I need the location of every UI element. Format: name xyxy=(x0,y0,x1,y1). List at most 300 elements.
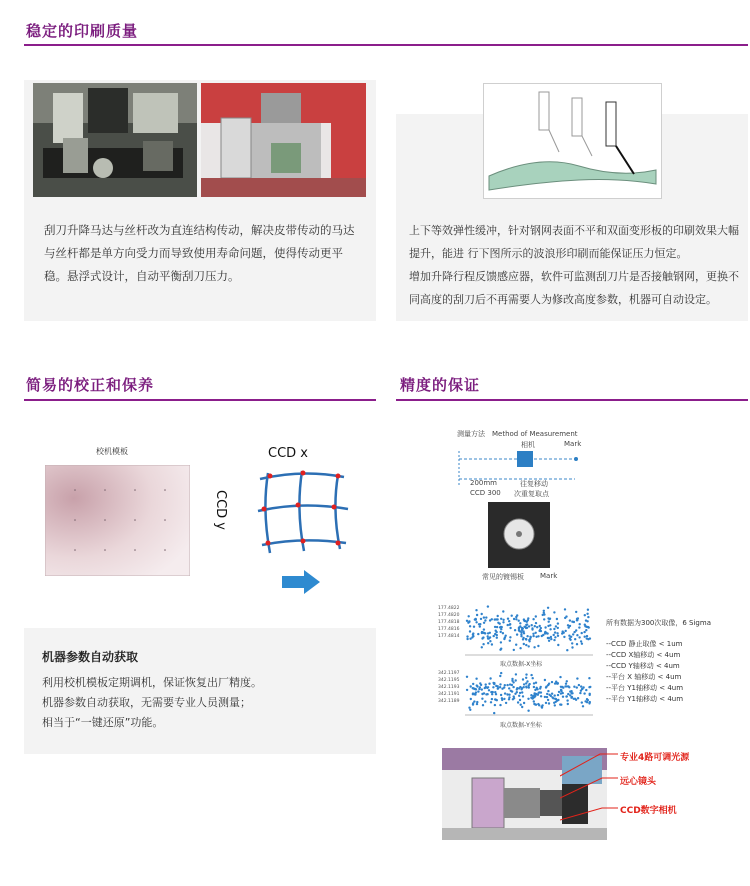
scatter-point xyxy=(484,687,486,689)
scatter-point xyxy=(565,683,567,685)
scatter-point xyxy=(484,619,486,621)
scatter-point xyxy=(548,618,550,620)
scatter-point xyxy=(588,686,590,688)
machine-photo xyxy=(33,83,197,197)
move-label: 往复移动 xyxy=(520,480,548,488)
scatter-point xyxy=(496,634,498,636)
scatter-point xyxy=(584,636,586,638)
scatter-point xyxy=(525,644,527,646)
scatter-point xyxy=(569,694,571,696)
scatter-point xyxy=(493,712,495,714)
scatter-point xyxy=(533,686,535,688)
scatter-point xyxy=(557,644,559,646)
scatter-point xyxy=(518,620,520,622)
scatter-point xyxy=(509,683,511,685)
scatter-point xyxy=(573,686,575,688)
scatter-point xyxy=(570,697,572,699)
scatter-point xyxy=(475,609,477,611)
scatter-point xyxy=(515,673,517,675)
scatter-point xyxy=(541,706,543,708)
tick: 177.4814 xyxy=(438,634,460,639)
scatter-point xyxy=(515,679,517,681)
scatter-point xyxy=(582,686,584,688)
scatter-point xyxy=(577,697,579,699)
method-label: 测量方法 Method of Measurement xyxy=(457,430,578,438)
scatter-point xyxy=(547,607,549,609)
scatter-point xyxy=(523,683,525,685)
ccd-grid-diagram xyxy=(252,465,362,565)
tick: 342.1197 xyxy=(438,671,460,676)
scatter-point xyxy=(552,697,554,699)
scatter-point xyxy=(553,634,555,636)
scatter-point xyxy=(525,638,527,640)
scatter-point xyxy=(587,609,589,611)
scatter-point xyxy=(481,613,483,615)
scatter-point xyxy=(471,636,473,638)
scatter-point xyxy=(531,697,533,699)
scatter-point xyxy=(544,679,546,681)
print-quality-right-text-2: 增加升降行程反馈感应器，软件可监测刮刀片是否接触钢网，更换不同高度的刮刀后不再需要人为修改高度参数，机器可自动设定。 xyxy=(409,270,739,306)
callout-telecentric-lens: 远心镜头 xyxy=(620,777,657,787)
scatter-point xyxy=(584,624,586,626)
scatter-point xyxy=(533,700,535,702)
stat-line: --CCD 静止取像 < 1um xyxy=(606,640,683,648)
scatter-point xyxy=(551,681,553,683)
scatter-point xyxy=(480,684,482,686)
scatter-point xyxy=(481,632,483,634)
scatter-point xyxy=(509,627,511,629)
scatter-point xyxy=(511,678,513,680)
scatter-point xyxy=(557,682,559,684)
scatter-point xyxy=(533,694,535,696)
scatter-point xyxy=(520,704,522,706)
scatter-point xyxy=(554,631,556,633)
scatter-point xyxy=(532,618,534,620)
scatter-point xyxy=(485,693,487,695)
scatter-point xyxy=(492,686,494,688)
scatter-point xyxy=(466,676,468,678)
scatter-point xyxy=(487,642,489,644)
scatter-point xyxy=(556,632,558,634)
scatter-point xyxy=(509,623,511,625)
scatter-point xyxy=(559,703,561,705)
scatter-point xyxy=(554,704,556,706)
scatter-point xyxy=(541,704,543,706)
scatter-point xyxy=(485,683,487,685)
scatter-point xyxy=(499,704,501,706)
scatter-point xyxy=(468,621,470,623)
scatter-point xyxy=(472,632,474,634)
scatter-point xyxy=(528,640,530,642)
scatter-point xyxy=(581,643,583,645)
scatter-point xyxy=(497,688,499,690)
scatter-point xyxy=(491,693,493,695)
scatter-point xyxy=(526,623,528,625)
scatter-point xyxy=(549,628,551,630)
scatter-point xyxy=(507,618,509,620)
scatter-point xyxy=(589,637,591,639)
board-label: 常见的镀锡板 xyxy=(482,573,524,581)
scatter-point xyxy=(519,686,521,688)
scatter-point xyxy=(473,626,475,628)
scatter-point xyxy=(489,640,491,642)
scatter-point xyxy=(482,704,484,706)
scatter-point xyxy=(537,645,539,647)
scatter-point xyxy=(519,699,521,701)
scatter-point xyxy=(557,622,559,624)
scatter-point xyxy=(564,608,566,610)
scatter-point xyxy=(526,621,528,623)
scatter-point xyxy=(475,688,477,690)
scatter-point xyxy=(481,646,483,648)
scatter-point xyxy=(566,649,568,651)
scatter-point xyxy=(528,625,530,627)
scatter-point xyxy=(508,687,510,689)
scatter-point xyxy=(490,691,492,693)
scatter-point xyxy=(548,640,550,642)
tick: 342.1195 xyxy=(438,678,460,683)
scatter-point xyxy=(584,700,586,702)
scatter-point xyxy=(586,620,588,622)
scatter-point xyxy=(466,689,468,691)
auto-params-line-1: 利用校机模板定期调机，保证恢复出厂精度。 xyxy=(42,676,262,689)
scatter-point xyxy=(582,705,584,707)
camera-label: 相机 xyxy=(521,441,535,449)
scatter-point xyxy=(505,702,507,704)
scatter-point xyxy=(586,635,588,637)
scatter-point xyxy=(518,628,520,630)
scatter-point xyxy=(491,618,493,620)
scatter-point xyxy=(472,683,474,685)
scatter-point xyxy=(500,694,502,696)
scatter-point xyxy=(571,621,573,623)
scatter-point xyxy=(475,678,477,680)
scatter-point xyxy=(523,618,525,620)
scatter-point xyxy=(528,686,530,688)
scatter-point xyxy=(496,699,498,701)
scatter-point xyxy=(494,618,496,620)
scatter-point xyxy=(497,615,499,617)
scatter-point xyxy=(557,635,559,637)
scatter-point xyxy=(519,630,521,632)
precision-stats xyxy=(606,618,711,705)
scatter-point xyxy=(519,692,521,694)
scatter-point xyxy=(469,709,471,711)
scatter-point xyxy=(538,704,540,706)
section-title-calibration: 简易的校正和保养 xyxy=(26,376,155,394)
scatter-point xyxy=(469,625,471,627)
scatter-point xyxy=(499,686,501,688)
scatter-point xyxy=(515,644,517,646)
scatter-point xyxy=(504,684,506,686)
x-coordinate-scatter xyxy=(437,603,597,658)
scatter-point xyxy=(558,691,560,693)
scatter-point xyxy=(512,686,514,688)
squeegee-diagram xyxy=(483,83,662,199)
scatter-point xyxy=(523,632,525,634)
scatter-point xyxy=(554,636,556,638)
scatter-point xyxy=(515,618,517,620)
scatter-point xyxy=(514,693,516,695)
scatter-point xyxy=(535,704,537,706)
scatter-point xyxy=(507,624,509,626)
tick: 177.4818 xyxy=(438,620,460,625)
scatter-point xyxy=(514,629,516,631)
scatter-point xyxy=(540,695,542,697)
scatter-point xyxy=(553,628,555,630)
repeat-label: 次重复取点 xyxy=(514,490,549,498)
scatter-point xyxy=(540,630,542,632)
template-label: 校机模板 xyxy=(96,447,128,456)
scatter-point xyxy=(513,618,515,620)
scatter-point xyxy=(479,686,481,688)
scatter-point xyxy=(535,682,537,684)
scatter-point xyxy=(576,686,578,688)
stat-line: --平台 X 轴移动 < 4um xyxy=(606,673,682,681)
scatter-point xyxy=(578,626,580,628)
scatter-point xyxy=(500,672,502,674)
scatter-point xyxy=(481,698,483,700)
scatter-point xyxy=(566,680,568,682)
scatter-point xyxy=(568,626,570,628)
ccd-count-label: CCD 300 xyxy=(470,489,501,497)
tick: 177.4822 xyxy=(438,606,460,611)
ccd-x-label: CCD x xyxy=(268,446,308,461)
scatter-point xyxy=(585,689,587,691)
scatter-point xyxy=(544,626,546,628)
scatter-point xyxy=(576,643,578,645)
scatter-point xyxy=(562,696,564,698)
scatter-point xyxy=(566,699,568,701)
scatter-point xyxy=(508,698,510,700)
callout-lines xyxy=(560,750,620,830)
scatter-point xyxy=(580,685,582,687)
stat-line: 所有数据为300次取像，6 Sigma xyxy=(606,619,711,627)
scatter-point xyxy=(562,687,564,689)
scatter-point xyxy=(543,618,545,620)
scatter-point xyxy=(543,610,545,612)
scatter-point xyxy=(550,636,552,638)
scatter-point xyxy=(503,686,505,688)
scatter-point xyxy=(585,629,587,631)
scatter-point xyxy=(500,641,502,643)
section-divider xyxy=(396,399,748,401)
scatter-point xyxy=(495,630,497,632)
scatter-point xyxy=(570,636,572,638)
scatter-point xyxy=(476,614,478,616)
cad-render xyxy=(201,83,366,197)
scatter-point xyxy=(571,646,573,648)
scatter-point xyxy=(525,677,527,679)
scatter-point xyxy=(523,702,525,704)
scatter-point xyxy=(533,646,535,648)
scatter-point xyxy=(588,677,590,679)
scatter-point xyxy=(537,694,539,696)
scatter-point xyxy=(479,625,481,627)
scatter-point xyxy=(569,639,571,641)
scatter-point xyxy=(489,677,491,679)
scatter-point xyxy=(548,621,550,623)
scatter-point xyxy=(477,633,479,635)
scatter-point xyxy=(500,648,502,650)
scatter-point xyxy=(512,681,514,683)
scatter-point xyxy=(470,685,472,687)
scatter-point xyxy=(574,698,576,700)
scatter-point xyxy=(547,625,549,627)
scatter-point xyxy=(545,686,547,688)
scatter-point xyxy=(469,630,471,632)
scatter-point xyxy=(488,689,490,691)
scatter-point xyxy=(525,686,527,688)
scatter-point xyxy=(483,616,485,618)
scatter-point xyxy=(500,626,502,628)
scatter-point xyxy=(517,701,519,703)
scatter-point xyxy=(523,643,525,645)
scatter-point xyxy=(589,694,591,696)
scatter-point xyxy=(556,618,558,620)
scatter-point xyxy=(516,688,518,690)
tick: 177.4820 xyxy=(438,613,460,618)
scatter-point xyxy=(555,701,557,703)
scatter-point xyxy=(522,638,524,640)
scatter-point xyxy=(547,684,549,686)
scatter-point xyxy=(506,684,508,686)
y-ticks-x-chart xyxy=(438,605,459,640)
scatter-point xyxy=(542,614,544,616)
scatter-point xyxy=(501,699,503,701)
scatter-point xyxy=(528,645,530,647)
scatter-point xyxy=(564,685,566,687)
scatter-point xyxy=(565,630,567,632)
scatter-point xyxy=(476,701,478,703)
tick: 177.4816 xyxy=(438,627,460,632)
scatter-point xyxy=(538,691,540,693)
scatter-point xyxy=(516,633,518,635)
scatter-point xyxy=(546,693,548,695)
scatter-point xyxy=(535,632,537,634)
scatter-point xyxy=(583,692,585,694)
scatter-point xyxy=(495,693,497,695)
scatter-point xyxy=(586,698,588,700)
scatter-point xyxy=(493,635,495,637)
scatter-point xyxy=(503,698,505,700)
scatter-point xyxy=(571,642,573,644)
scatter-point xyxy=(489,636,491,638)
scatter-point xyxy=(512,698,514,700)
scatter-point xyxy=(520,635,522,637)
scatter-point xyxy=(511,615,513,617)
scatter-point xyxy=(576,677,578,679)
scatter-point xyxy=(547,690,549,692)
scatter-point xyxy=(557,699,559,701)
scatter-point xyxy=(581,701,583,703)
scatter-point xyxy=(482,643,484,645)
scatter-point xyxy=(485,616,487,618)
calibration-template-image xyxy=(45,465,190,576)
scatter-point xyxy=(476,684,478,686)
scatter-point xyxy=(519,647,521,649)
scatter-point xyxy=(487,686,489,688)
scatter-point xyxy=(520,688,522,690)
scatter-point xyxy=(475,619,477,621)
y-ticks-y-chart xyxy=(438,670,459,705)
scatter-point xyxy=(482,636,484,638)
scatter-point xyxy=(499,683,501,685)
arrow-right-icon xyxy=(282,570,320,594)
scatter-point xyxy=(555,625,557,627)
scatter-point xyxy=(488,683,490,685)
callout-light-source: 专业4路可调光源 xyxy=(620,753,690,763)
print-quality-left-text: 刮刀升降马达与丝杆改为直连结构传动，解决皮带传动的马达与丝杆都是单方向受力而导致使用寿命问题，使得传动更平稳。悬浮式设计，自动平衡刮刀压力。 xyxy=(44,223,355,283)
mark-label: Mark xyxy=(564,440,582,448)
scatter-point xyxy=(502,619,504,621)
scatter-point xyxy=(578,636,580,638)
scatter-point xyxy=(572,633,574,635)
scatter-point xyxy=(502,632,504,634)
scatter-point xyxy=(579,623,581,625)
scatter-point xyxy=(484,700,486,702)
scatter-point xyxy=(502,621,504,623)
scatter-point xyxy=(494,626,496,628)
scatter-point xyxy=(532,633,534,635)
scatter-point xyxy=(484,632,486,634)
section-title-print-quality: 稳定的印刷质量 xyxy=(26,22,139,40)
scatter-point xyxy=(535,622,537,624)
scatter-point xyxy=(503,638,505,640)
scatter-point xyxy=(510,690,512,692)
scatter-point xyxy=(527,698,529,700)
stat-line: --平台 Y1轴移动 < 4um xyxy=(606,684,684,692)
scatter-point xyxy=(539,625,541,627)
scatter-point xyxy=(513,695,515,697)
scatter-point xyxy=(505,635,507,637)
scatter-point xyxy=(489,632,491,634)
scatter-point xyxy=(531,627,533,629)
scatter-point xyxy=(548,702,550,704)
section-divider xyxy=(24,44,748,46)
section-divider xyxy=(24,399,376,401)
scatter-point xyxy=(491,698,493,700)
scatter-point xyxy=(499,675,501,677)
scatter-point xyxy=(586,613,588,615)
scatter-point xyxy=(519,622,521,624)
scatter-point xyxy=(477,690,479,692)
scatter-point xyxy=(588,626,590,628)
scatter-point xyxy=(487,605,489,607)
scatter-point xyxy=(576,634,578,636)
scatter-point xyxy=(536,688,538,690)
scatter-point xyxy=(483,622,485,624)
scatter-point xyxy=(502,610,504,612)
scatter-point xyxy=(526,680,528,682)
print-quality-right-text-1: 上下等效弹性缓冲，针对钢网表面不平和双面变形板的印刷效果大幅提升，能进 行下图所示的波浪形印刷而能保证压力恒定。 xyxy=(409,224,739,260)
scatter-point xyxy=(559,676,561,678)
scatter-point xyxy=(491,643,493,645)
callout-ccd-camera: CCD数字相机 xyxy=(620,806,677,816)
scatter-point xyxy=(468,707,470,709)
scatter-point xyxy=(579,692,581,694)
scatter-point xyxy=(550,638,552,640)
scatter-point xyxy=(569,690,571,692)
scatter-point xyxy=(508,620,510,622)
scatter-point xyxy=(544,696,546,698)
scatter-point xyxy=(540,627,542,629)
scatter-point xyxy=(521,706,523,708)
scatter-point xyxy=(470,698,472,700)
scatter-point xyxy=(560,689,562,691)
scatter-point xyxy=(487,635,489,637)
scatter-point xyxy=(496,618,498,620)
